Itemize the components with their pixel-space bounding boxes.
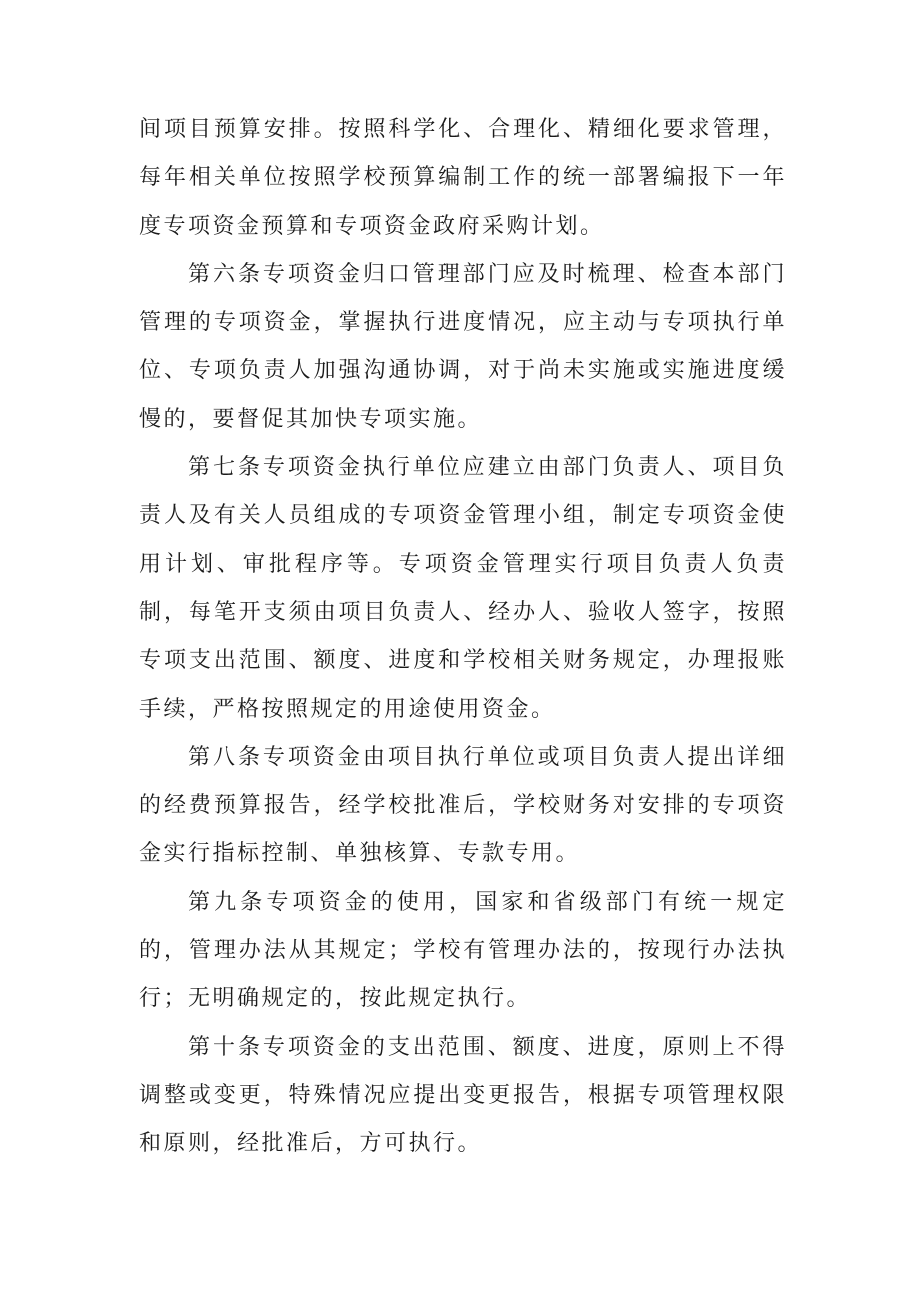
paragraph-article-10: 第十条专项资金的支出范围、额度、进度，原则上不得调整或变更，特殊情况应提出变更报告，根据专项管理权限和原则，经批准后，方可执行。	[139, 1034, 787, 1157]
paragraph-article-9: 第九条专项资金的使用，国家和省级部门有统一规定的，管理办法从其规定；学校有管理办法的，按现行办法执行；无明确规定的，按此规定执行。	[139, 889, 787, 1012]
document-body	[139, 106, 787, 1169]
paragraph-continuation: 间项目预算安排。按照科学化、合理化、精细化要求管理，每年相关单位按照学校预算编制工作的统一部署编报下一年度专项资金预算和专项资金政府采购计划。	[139, 117, 787, 239]
paragraph-article-6: 第六条专项资金归口管理部门应及时梳理、检查本部门管理的专项资金，掌握执行进度情况，应主动与专项执行单位、专项负责人加强沟通协调，对于尚未实施或实施进度缓慢的，要督促其加快专项实施。	[139, 261, 787, 432]
paragraph-article-7: 第七条专项资金执行单位应建立由部门负责人、项目负责人及有关人员组成的专项资金管理小组，制定专项资金使用计划、审批程序等。专项资金管理实行项目负责人负责制，每笔开支须由项目负责人、经办人、验收人签字，按照专项支出范围、额度、进度和学校相关财务规定，办理报账手续，严格按照规定的用途使用资金。	[139, 455, 787, 722]
paragraph-article-8: 第八条专项资金由项目执行单位或项目负责人提出详细的经费预算报告，经学校批准后，学校财务对安排的专项资金实行指标控制、单独核算、专款专用。	[139, 744, 787, 867]
